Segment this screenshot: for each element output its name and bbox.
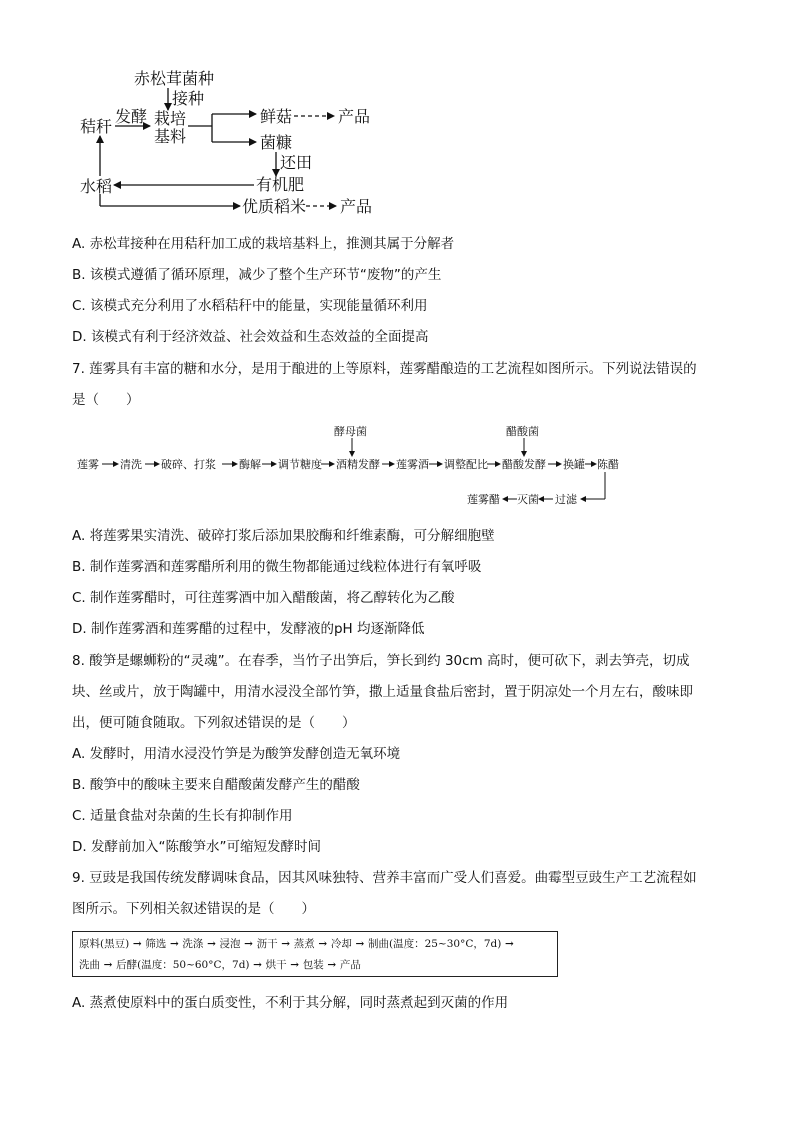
- q9-flow-step: 沥干: [256, 938, 278, 950]
- q9-option-a: A. 蒸煮使原料中的蛋白质变性，不利于其分解，同时蒸煮起到灭菌的作用: [72, 995, 509, 1011]
- flow-step: 酒精发酵: [336, 458, 380, 471]
- q6-option-c: C. 该模式充分利用了水稻秸秆中的能量，实现能量循环利用: [72, 298, 428, 314]
- flow-tail-step: 莲雾醋: [467, 493, 500, 506]
- flow-step: 莲雾: [77, 458, 99, 471]
- q9-stem-line1: 9. 豆豉是我国传统发酵调味食品，因其风味独特、营养丰富而广受人们喜爱。曲霉型豆豉生产工艺流程如: [72, 870, 697, 886]
- q8-option-c: C. 适量食盐对杂菌的生长有抑制作用: [72, 808, 293, 824]
- node-mushroom: 鲜菇: [260, 107, 293, 126]
- flow-arrow-icon: →: [166, 938, 183, 950]
- q8-stem-line1: 8. 酸笋是螺蛳粉的“灵魂”。在春季，当竹子出笋后，笋长到约 30cm 高时，便可砍下，剥去笋壳，切成: [72, 653, 690, 669]
- flow-arrow-icon: →: [286, 959, 303, 971]
- label-inoculate: 接种: [172, 89, 205, 108]
- node-product-2: 产品: [340, 197, 373, 216]
- q9-flow-step: 制曲(温度：25~30°C，7d): [367, 938, 502, 950]
- node-substrate-line2: 基料: [154, 127, 187, 146]
- flow-step: 清洗: [120, 458, 142, 471]
- flow-tail-step: 过滤: [555, 493, 577, 506]
- q9-flow-row1: [79, 937, 514, 951]
- flow-arrow-icon: →: [203, 938, 220, 950]
- flow-step: 调整配比: [444, 458, 488, 471]
- flow-yeast: 酵母菌: [334, 425, 367, 438]
- node-residue: 菌糠: [260, 133, 293, 152]
- q9-flow-step: 洗涤: [182, 938, 204, 950]
- node-fertilizer: 有机肥: [256, 175, 305, 194]
- q8-stem-line2: 块、丝或片，放于陶罐中，用清水浸没全部竹笋，撒上适量食盐后密封，置于阴凉处一个月左右，酸味即: [72, 684, 693, 700]
- q9-flow-step: 浸泡: [219, 938, 241, 950]
- node-quality-rice: 优质稻米: [242, 197, 307, 216]
- flow-tail-step: 灭菌: [517, 493, 539, 506]
- flow-step: 破碎、打浆: [161, 458, 216, 471]
- node-rice-plant: 水稻: [80, 177, 113, 196]
- node-fungus: 赤松茸菌种: [134, 69, 215, 88]
- flow-arrow-icon: →: [501, 938, 514, 950]
- label-ferment: 发酵: [115, 107, 148, 126]
- flow-arrow-icon: →: [240, 938, 257, 950]
- flow-arrow-icon: →: [100, 959, 117, 971]
- q8-option-d: D. 发酵前加入“陈酸笋水”可缩短发酵时间: [72, 839, 321, 855]
- flow-arrow-icon: →: [323, 959, 340, 971]
- q7-option-d: D. 制作莲雾酒和莲雾醋的过程中，发酵液的pH 均逐渐降低: [72, 621, 425, 637]
- q6-option-a: A. 赤松茸接种在用秸秆加工成的栽培基料上，推测其属于分解者: [72, 236, 455, 252]
- q7-option-b: B. 制作莲雾酒和莲雾醋所利用的微生物都能通过线粒体进行有氧呼吸: [72, 559, 482, 575]
- node-product-1: 产品: [338, 107, 371, 126]
- q9-stem-line2: 图所示。下列相关叙述错误的是（ ）: [72, 901, 315, 917]
- flow-step: 换罐: [563, 458, 585, 471]
- q9-flow-step: 烘干: [265, 959, 287, 971]
- q7-flow-arrows: [0, 0, 794, 520]
- flow-arrow-icon: →: [249, 959, 266, 971]
- q9-flow-step: 冷却: [330, 938, 352, 950]
- q9-flow-box: [72, 931, 558, 977]
- flow-step: 调节糖度: [278, 458, 322, 471]
- node-substrate-line1: 栽培: [154, 109, 187, 128]
- flow-arrow-icon: →: [129, 938, 146, 950]
- q8-option-b: B. 酸笋中的酸味主要来自醋酸菌发酵产生的醋酸: [72, 777, 360, 793]
- q7-option-c: C. 制作莲雾醋时，可往莲雾酒中加入醋酸菌，将乙醇转化为乙酸: [72, 590, 455, 606]
- q9-flow-step: 洗曲: [79, 959, 100, 971]
- flow-step: 陈醋: [597, 458, 619, 471]
- flow-arrow-icon: →: [351, 938, 368, 950]
- q6-option-b: B. 该模式遵循了循环原理，减少了整个生产环节“废物”的产生: [72, 267, 442, 283]
- q9-flow-step: 筛选: [145, 938, 167, 950]
- q7-stem-line1: 7. 莲雾具有丰富的糖和水分，是用于酿进的上等原料，莲雾醋酿造的工艺流程如图所示。下列说法错误的: [72, 361, 697, 377]
- node-straw: 秸秆: [80, 117, 113, 136]
- flow-arrow-icon: →: [277, 938, 294, 950]
- q8-option-a: A. 发酵时，用清水浸没竹笋是为酸笋发酵创造无氧环境: [72, 746, 401, 762]
- q9-flow-step: 蒸煮: [293, 938, 315, 950]
- q8-stem-line3: 出，便可随食随取。下列叙述错误的是（ ）: [72, 715, 356, 731]
- flow-step: 酶解: [239, 458, 261, 471]
- q7-stem-line2: 是（ ）: [72, 392, 140, 408]
- q9-flow-row2: [79, 958, 361, 972]
- flow-arrow-icon: →: [314, 938, 331, 950]
- q9-flow-step: 后酵(温度：50~60°C，7d): [116, 959, 250, 971]
- flow-step: 醋酸发酵: [502, 458, 546, 471]
- q9-flow-step: 包装: [302, 959, 324, 971]
- q9-flow-step: 产品: [339, 959, 361, 971]
- q6-option-d: D. 该模式有利于经济效益、社会效益和生态效益的全面提高: [72, 329, 429, 345]
- label-return-field: 还田: [280, 153, 313, 172]
- flow-step: 莲雾酒: [396, 458, 429, 471]
- flow-acetobacter: 醋酸菌: [506, 425, 539, 438]
- q9-flow-step: 原料(黑豆): [79, 938, 130, 950]
- q7-option-a: A. 将莲雾果实清洗、破碎打浆后添加果胶酶和纤维素酶，可分解细胞壁: [72, 528, 495, 544]
